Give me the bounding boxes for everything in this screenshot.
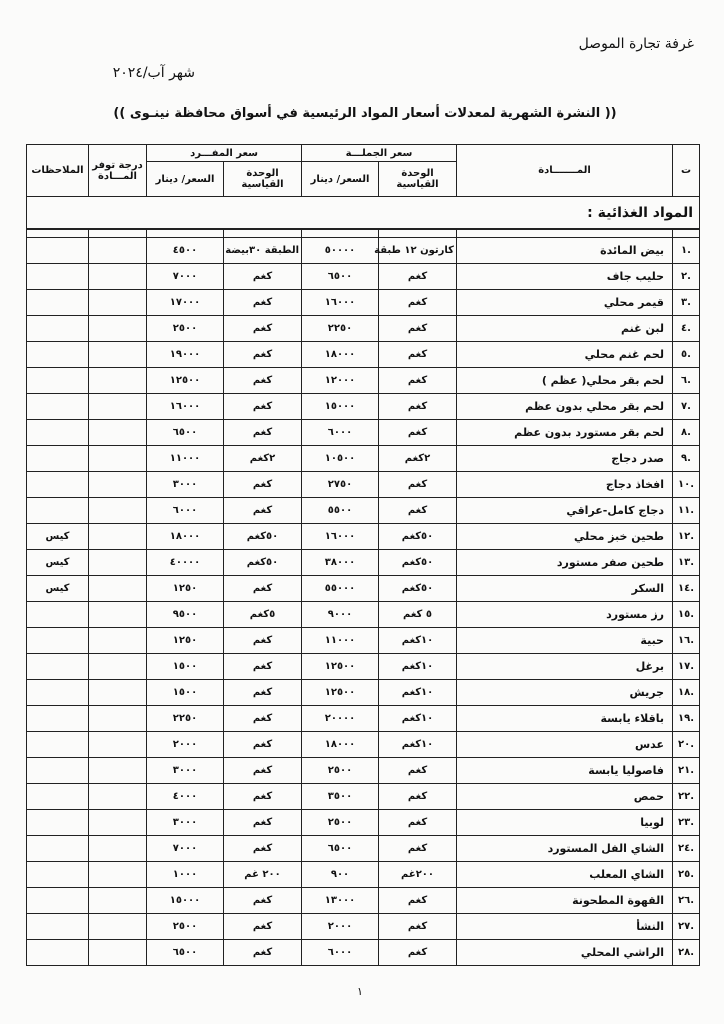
cell-material: النشأ bbox=[457, 914, 673, 940]
cell-number: .١ bbox=[673, 238, 700, 264]
cell-notes bbox=[27, 914, 89, 940]
table-row bbox=[27, 940, 700, 966]
cell-availability bbox=[89, 498, 147, 524]
cell-wholesale-unit: كغم bbox=[379, 914, 457, 940]
cell-wholesale-unit: كغم bbox=[379, 836, 457, 862]
cell-wholesale-unit: ٢كغم bbox=[379, 446, 457, 472]
cell-wholesale-price: ١٢٥٠٠ bbox=[302, 654, 379, 680]
table-row bbox=[27, 628, 700, 654]
cell-wholesale-unit: كارتون ١٢ طبقة bbox=[379, 238, 457, 264]
cell-wholesale-unit: كغم bbox=[379, 810, 457, 836]
cell-wholesale-unit: ١٠كغم bbox=[379, 706, 457, 732]
cell-retail-unit: ٥كغم bbox=[224, 602, 302, 628]
cell-material: الشاي المعلب bbox=[457, 862, 673, 888]
cell-retail-price: ١٢٥٠ bbox=[147, 628, 224, 654]
cell-material: صدر دجاج bbox=[457, 446, 673, 472]
cell-notes bbox=[27, 862, 89, 888]
table-row bbox=[27, 602, 700, 628]
cell-number: .٢٥ bbox=[673, 862, 700, 888]
cell-retail-unit: كغم bbox=[224, 316, 302, 342]
cell-wholesale-price: ٢٠٠٠٠ bbox=[302, 706, 379, 732]
cell-wholesale-price: ١٦٠٠٠ bbox=[302, 290, 379, 316]
cell-material: القهوة المطحونة bbox=[457, 888, 673, 914]
header-retail-price: سعر المفـــرد bbox=[147, 145, 302, 162]
cell-wholesale-unit: كغم bbox=[379, 342, 457, 368]
cell-availability bbox=[89, 940, 147, 966]
table-row bbox=[27, 368, 700, 394]
table-row bbox=[27, 316, 700, 342]
cell-number: .٢١ bbox=[673, 758, 700, 784]
cell-retail-price: ٩٥٠٠ bbox=[147, 602, 224, 628]
cell-number: .١١ bbox=[673, 498, 700, 524]
table-row bbox=[27, 862, 700, 888]
cell-retail-price: ١٧٠٠٠ bbox=[147, 290, 224, 316]
cell-notes bbox=[27, 394, 89, 420]
cell-retail-unit: كغم bbox=[224, 914, 302, 940]
cell-wholesale-unit: كغم bbox=[379, 472, 457, 498]
table-row bbox=[27, 550, 700, 576]
cell-number: .٥ bbox=[673, 342, 700, 368]
cell-number: .٩ bbox=[673, 446, 700, 472]
cell-notes bbox=[27, 810, 89, 836]
cell-availability bbox=[89, 680, 147, 706]
table-row bbox=[27, 446, 700, 472]
table-row bbox=[27, 914, 700, 940]
cell-material: لحم غنم محلي bbox=[457, 342, 673, 368]
cell-retail-price: ١٨٠٠٠ bbox=[147, 524, 224, 550]
header-availability: درجة توفر المـــادة bbox=[89, 145, 147, 197]
cell-number: .٣ bbox=[673, 290, 700, 316]
cell-retail-price: ١٥٠٠٠ bbox=[147, 888, 224, 914]
cell-wholesale-price: ٢٧٥٠ bbox=[302, 472, 379, 498]
cell-wholesale-price: ٣٨٠٠٠ bbox=[302, 550, 379, 576]
cell-retail-price: ٢٥٠٠ bbox=[147, 316, 224, 342]
cell-number: .١٧ bbox=[673, 654, 700, 680]
cell-notes bbox=[27, 654, 89, 680]
cell-number: .١٦ bbox=[673, 628, 700, 654]
cell-number: .٢٠ bbox=[673, 732, 700, 758]
cell-retail-price: ٢٥٠٠ bbox=[147, 914, 224, 940]
cell-wholesale-price: ٦٥٠٠ bbox=[302, 264, 379, 290]
cell-notes bbox=[27, 342, 89, 368]
cell-availability bbox=[89, 810, 147, 836]
price-table bbox=[26, 144, 700, 966]
cell-material: باقلاء يابسة bbox=[457, 706, 673, 732]
cell-notes bbox=[27, 316, 89, 342]
cell-wholesale-price: ٢٠٠٠ bbox=[302, 914, 379, 940]
cell-retail-price: ٦٥٠٠ bbox=[147, 940, 224, 966]
cell-notes bbox=[27, 628, 89, 654]
cell-wholesale-unit: ١٠كغم bbox=[379, 654, 457, 680]
cell-wholesale-price: ٢٢٥٠ bbox=[302, 316, 379, 342]
cell-notes bbox=[27, 420, 89, 446]
cell-availability bbox=[89, 550, 147, 576]
section-heading-food: المواد الغذائية : bbox=[27, 197, 700, 230]
cell-wholesale-price: ٣٥٠٠ bbox=[302, 784, 379, 810]
cell-retail-unit: الطبقة ٣٠بيضة bbox=[224, 238, 302, 264]
table-row bbox=[27, 680, 700, 706]
cell-wholesale-price: ١٦٠٠٠ bbox=[302, 524, 379, 550]
cell-wholesale-price: ٦٠٠٠ bbox=[302, 940, 379, 966]
cell-retail-price: ٤٥٠٠ bbox=[147, 238, 224, 264]
cell-wholesale-price: ١١٠٠٠ bbox=[302, 628, 379, 654]
cell-number: .١٥ bbox=[673, 602, 700, 628]
cell-retail-unit: كغم bbox=[224, 784, 302, 810]
cell-retail-unit: كغم bbox=[224, 368, 302, 394]
cell-material: بيض المائدة bbox=[457, 238, 673, 264]
cell-retail-price: ١٢٥٠ bbox=[147, 576, 224, 602]
cell-retail-unit: ٥٠كغم bbox=[224, 550, 302, 576]
cell-availability bbox=[89, 368, 147, 394]
cell-material: عدس bbox=[457, 732, 673, 758]
cell-wholesale-price: ١٨٠٠٠ bbox=[302, 342, 379, 368]
spacer-row bbox=[27, 229, 700, 238]
cell-retail-price: ١١٠٠٠ bbox=[147, 446, 224, 472]
cell-retail-unit: ٢كغم bbox=[224, 446, 302, 472]
cell-retail-price: ١٩٠٠٠ bbox=[147, 342, 224, 368]
cell-availability bbox=[89, 238, 147, 264]
cell-number: .١٤ bbox=[673, 576, 700, 602]
cell-wholesale-unit: كغم bbox=[379, 888, 457, 914]
cell-notes: كيس bbox=[27, 524, 89, 550]
cell-availability bbox=[89, 342, 147, 368]
cell-number: .١٠ bbox=[673, 472, 700, 498]
cell-retail-unit: كغم bbox=[224, 654, 302, 680]
cell-retail-price: ٣٠٠٠ bbox=[147, 472, 224, 498]
cell-notes bbox=[27, 602, 89, 628]
cell-retail-price: ٦٠٠٠ bbox=[147, 498, 224, 524]
cell-retail-price: ٢٢٥٠ bbox=[147, 706, 224, 732]
bulletin-title: (( النشرة الشهرية لمعدلات أسعار المواد الرئيسية في أسواق محافظة نينـوى )) bbox=[113, 106, 617, 121]
cell-availability bbox=[89, 706, 147, 732]
cell-wholesale-price: ٢٥٠٠ bbox=[302, 758, 379, 784]
cell-material: طحين خبز محلي bbox=[457, 524, 673, 550]
cell-wholesale-price: ١٢٠٠٠ bbox=[302, 368, 379, 394]
cell-notes bbox=[27, 498, 89, 524]
cell-wholesale-price: ٢٥٠٠ bbox=[302, 810, 379, 836]
cell-material: حمص bbox=[457, 784, 673, 810]
cell-notes bbox=[27, 264, 89, 290]
table-row bbox=[27, 576, 700, 602]
table-row bbox=[27, 264, 700, 290]
table-row bbox=[27, 342, 700, 368]
cell-wholesale-unit: كغم bbox=[379, 498, 457, 524]
table-row bbox=[27, 394, 700, 420]
table-row bbox=[27, 758, 700, 784]
cell-wholesale-unit: ١٠كغم bbox=[379, 680, 457, 706]
cell-wholesale-price: ٦٠٠٠ bbox=[302, 420, 379, 446]
cell-availability bbox=[89, 316, 147, 342]
cell-availability bbox=[89, 732, 147, 758]
page-number: ١ bbox=[357, 985, 363, 998]
cell-retail-unit: كغم bbox=[224, 680, 302, 706]
cell-wholesale-unit: ٢٠٠غم bbox=[379, 862, 457, 888]
table-row bbox=[27, 732, 700, 758]
table-row bbox=[27, 888, 700, 914]
cell-material: جريش bbox=[457, 680, 673, 706]
cell-wholesale-unit: كغم bbox=[379, 394, 457, 420]
cell-number: .٧ bbox=[673, 394, 700, 420]
cell-material: حليب جاف bbox=[457, 264, 673, 290]
cell-retail-unit: كغم bbox=[224, 472, 302, 498]
cell-wholesale-unit: ١٠كغم bbox=[379, 732, 457, 758]
cell-material: الشاي الفل المستورد bbox=[457, 836, 673, 862]
cell-retail-unit: كغم bbox=[224, 758, 302, 784]
cell-number: .٢٦ bbox=[673, 888, 700, 914]
table-row bbox=[27, 472, 700, 498]
cell-number: .٢٨ bbox=[673, 940, 700, 966]
cell-retail-unit: كغم bbox=[224, 940, 302, 966]
cell-wholesale-unit: كغم bbox=[379, 368, 457, 394]
cell-availability bbox=[89, 654, 147, 680]
cell-wholesale-unit: كغم bbox=[379, 420, 457, 446]
cell-wholesale-unit: ٥٠كغم bbox=[379, 576, 457, 602]
cell-wholesale-price: ١٨٠٠٠ bbox=[302, 732, 379, 758]
cell-notes bbox=[27, 758, 89, 784]
cell-wholesale-unit: كغم bbox=[379, 316, 457, 342]
cell-wholesale-price: ١٢٥٠٠ bbox=[302, 680, 379, 706]
cell-notes bbox=[27, 368, 89, 394]
cell-number: .١٨ bbox=[673, 680, 700, 706]
cell-wholesale-price: ٩٠٠ bbox=[302, 862, 379, 888]
cell-availability bbox=[89, 602, 147, 628]
cell-notes bbox=[27, 446, 89, 472]
table-row bbox=[27, 290, 700, 316]
cell-number: .٨ bbox=[673, 420, 700, 446]
cell-retail-price: ١٢٥٠٠ bbox=[147, 368, 224, 394]
cell-number: .٦ bbox=[673, 368, 700, 394]
table-row bbox=[27, 706, 700, 732]
table-row bbox=[27, 784, 700, 810]
organization-name: غرفة تجارة الموصل bbox=[578, 36, 694, 52]
cell-wholesale-price: ٦٥٠٠ bbox=[302, 836, 379, 862]
cell-wholesale-price: ٥٥٠٠٠ bbox=[302, 576, 379, 602]
cell-availability bbox=[89, 576, 147, 602]
cell-notes bbox=[27, 680, 89, 706]
cell-retail-unit: كغم bbox=[224, 576, 302, 602]
cell-material: قيمر محلي bbox=[457, 290, 673, 316]
cell-material: حبية bbox=[457, 628, 673, 654]
cell-notes bbox=[27, 784, 89, 810]
cell-material: افخاذ دجاج bbox=[457, 472, 673, 498]
table-row bbox=[27, 654, 700, 680]
cell-retail-unit: كغم bbox=[224, 628, 302, 654]
cell-number: .١٢ bbox=[673, 524, 700, 550]
cell-wholesale-price: ١٠٥٠٠ bbox=[302, 446, 379, 472]
cell-number: .٢ bbox=[673, 264, 700, 290]
cell-retail-price: ٤٠٠٠٠ bbox=[147, 550, 224, 576]
cell-wholesale-unit: ٥٠كغم bbox=[379, 524, 457, 550]
cell-retail-price: ٣٠٠٠ bbox=[147, 758, 224, 784]
cell-material: السكر bbox=[457, 576, 673, 602]
cell-availability bbox=[89, 836, 147, 862]
header-notes: الملاحظات bbox=[27, 145, 89, 197]
cell-retail-unit: ٢٠٠ غم bbox=[224, 862, 302, 888]
cell-wholesale-price: ١٣٠٠٠ bbox=[302, 888, 379, 914]
cell-wholesale-price: ٩٠٠٠ bbox=[302, 602, 379, 628]
cell-notes: كيس bbox=[27, 576, 89, 602]
cell-notes bbox=[27, 290, 89, 316]
header-retail-dinar: السعر/ دينار bbox=[147, 162, 224, 197]
cell-retail-unit: كغم bbox=[224, 810, 302, 836]
cell-notes bbox=[27, 732, 89, 758]
report-month: شهر آب/٢٠٢٤ bbox=[112, 65, 195, 81]
cell-notes bbox=[27, 888, 89, 914]
cell-wholesale-price: ١٥٠٠٠ bbox=[302, 394, 379, 420]
cell-retail-unit: كغم bbox=[224, 290, 302, 316]
cell-retail-price: ٧٠٠٠ bbox=[147, 264, 224, 290]
cell-number: .٢٤ bbox=[673, 836, 700, 862]
cell-retail-unit: كغم bbox=[224, 836, 302, 862]
cell-number: .٢٧ bbox=[673, 914, 700, 940]
cell-availability bbox=[89, 758, 147, 784]
cell-notes bbox=[27, 238, 89, 264]
cell-wholesale-unit: كغم bbox=[379, 940, 457, 966]
header-number: ت bbox=[673, 145, 700, 197]
cell-material: رز مستورد bbox=[457, 602, 673, 628]
cell-retail-price: ٣٠٠٠ bbox=[147, 810, 224, 836]
cell-material: لحم بقر محلي( عظم ) bbox=[457, 368, 673, 394]
cell-material: طحين صفر مستورد bbox=[457, 550, 673, 576]
cell-material: دجاج كامل-عراقي bbox=[457, 498, 673, 524]
table-row bbox=[27, 810, 700, 836]
cell-number: .١٣ bbox=[673, 550, 700, 576]
header-material: المـــــــادة bbox=[457, 145, 673, 197]
cell-retail-price: ١٥٠٠ bbox=[147, 680, 224, 706]
cell-retail-unit: ٥٠كغم bbox=[224, 524, 302, 550]
cell-material: برغل bbox=[457, 654, 673, 680]
cell-number: .١٩ bbox=[673, 706, 700, 732]
cell-availability bbox=[89, 628, 147, 654]
cell-material: لبن غنم bbox=[457, 316, 673, 342]
cell-notes bbox=[27, 706, 89, 732]
cell-retail-price: ٤٠٠٠ bbox=[147, 784, 224, 810]
cell-wholesale-price: ٥٥٠٠ bbox=[302, 498, 379, 524]
cell-availability bbox=[89, 472, 147, 498]
cell-availability bbox=[89, 420, 147, 446]
cell-wholesale-unit: ١٠كغم bbox=[379, 628, 457, 654]
cell-retail-unit: كغم bbox=[224, 342, 302, 368]
cell-retail-unit: كغم bbox=[224, 264, 302, 290]
cell-wholesale-price: ٥٠٠٠٠ bbox=[302, 238, 379, 264]
cell-availability bbox=[89, 264, 147, 290]
cell-wholesale-unit: كغم bbox=[379, 290, 457, 316]
table-row bbox=[27, 420, 700, 446]
cell-number: .٢٢ bbox=[673, 784, 700, 810]
cell-wholesale-unit: كغم bbox=[379, 784, 457, 810]
cell-notes bbox=[27, 472, 89, 498]
cell-notes bbox=[27, 836, 89, 862]
cell-notes bbox=[27, 940, 89, 966]
cell-retail-unit: كغم bbox=[224, 498, 302, 524]
cell-availability bbox=[89, 524, 147, 550]
table-row bbox=[27, 836, 700, 862]
cell-retail-price: ١٦٠٠٠ bbox=[147, 394, 224, 420]
cell-availability bbox=[89, 862, 147, 888]
header-wholesale-unit: الوحدة القياسية bbox=[379, 162, 457, 197]
header-retail-unit: الوحدة القياسية bbox=[224, 162, 302, 197]
cell-wholesale-unit: ٥٠كغم bbox=[379, 550, 457, 576]
cell-wholesale-unit: ٥ كغم bbox=[379, 602, 457, 628]
cell-availability bbox=[89, 394, 147, 420]
cell-number: .٤ bbox=[673, 316, 700, 342]
header-wholesale-dinar: السعر/ دينار bbox=[302, 162, 379, 197]
cell-retail-unit: كغم bbox=[224, 706, 302, 732]
cell-wholesale-unit: كغم bbox=[379, 264, 457, 290]
cell-availability bbox=[89, 290, 147, 316]
cell-retail-price: ٦٥٠٠ bbox=[147, 420, 224, 446]
cell-wholesale-unit: كغم bbox=[379, 758, 457, 784]
cell-retail-unit: كغم bbox=[224, 394, 302, 420]
cell-retail-unit: كغم bbox=[224, 888, 302, 914]
cell-material: لوبيا bbox=[457, 810, 673, 836]
cell-notes: كيس bbox=[27, 550, 89, 576]
cell-material: فاصوليا يابسة bbox=[457, 758, 673, 784]
cell-retail-price: ٧٠٠٠ bbox=[147, 836, 224, 862]
table-row bbox=[27, 498, 700, 524]
header-wholesale-price: سعر الجملـــة bbox=[302, 145, 457, 162]
cell-availability bbox=[89, 446, 147, 472]
cell-retail-price: ١٥٠٠ bbox=[147, 654, 224, 680]
cell-material: الراشي المحلي bbox=[457, 940, 673, 966]
table-row bbox=[27, 524, 700, 550]
cell-material: لحم بقر محلي بدون عظم bbox=[457, 394, 673, 420]
cell-number: .٢٣ bbox=[673, 810, 700, 836]
cell-availability bbox=[89, 784, 147, 810]
table-row bbox=[27, 238, 700, 264]
cell-availability bbox=[89, 888, 147, 914]
cell-availability bbox=[89, 914, 147, 940]
cell-retail-price: ٢٠٠٠ bbox=[147, 732, 224, 758]
cell-retail-price: ١٠٠٠ bbox=[147, 862, 224, 888]
cell-retail-unit: كغم bbox=[224, 732, 302, 758]
cell-material: لحم بقر مستورد بدون عظم bbox=[457, 420, 673, 446]
cell-retail-unit: كغم bbox=[224, 420, 302, 446]
